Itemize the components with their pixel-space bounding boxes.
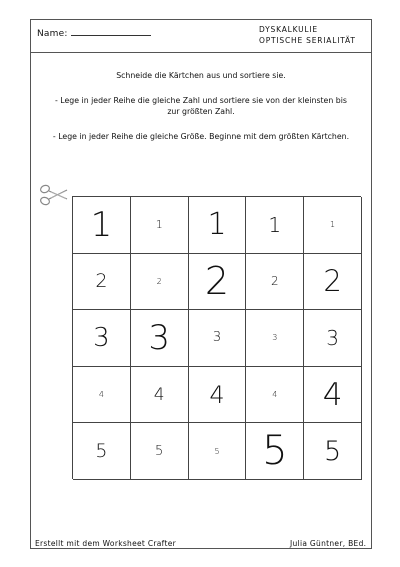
number-card: 4 — [304, 367, 362, 424]
number-card: 2 — [73, 254, 131, 311]
footer-credit: Erstellt mit dem Worksheet Crafter — [35, 539, 177, 548]
number-card: 2 — [246, 254, 304, 311]
number-card: 1 — [189, 197, 247, 254]
number-card: 1 — [304, 197, 362, 254]
number-card: 3 — [246, 310, 304, 367]
topic-line2: OPTISCHE SERIALITÄT — [259, 36, 356, 45]
instruction-line2: - Lege in jeder Reihe die gleiche Zahl und sortiere sie von der kleinsten bis — [55, 96, 347, 105]
name-label: Name: — [37, 29, 68, 39]
number-card: 5 — [246, 423, 304, 480]
topic-line1: DYSKALKULIE — [259, 25, 318, 34]
card-row — [73, 197, 362, 254]
number-card: 1 — [73, 197, 131, 254]
topic — [259, 24, 356, 46]
instruction-line4: - Lege in jeder Reihe die gleiche Größe. Beginne mit dem größten Kärtchen. — [52, 132, 350, 141]
instruction-line1: Schneide die Kärtchen aus und sortiere sie. — [116, 71, 286, 80]
card-grid — [72, 196, 361, 479]
card-row — [73, 367, 362, 424]
number-card: 1 — [246, 197, 304, 254]
number-card: 3 — [131, 310, 189, 367]
footer-author: Julia Güntner, BEd. — [290, 539, 367, 548]
number-card: 3 — [304, 310, 362, 367]
number-card: 2 — [304, 254, 362, 311]
number-card: 4 — [131, 367, 189, 424]
worksheet — [30, 19, 372, 549]
card-row — [73, 310, 362, 367]
number-card: 2 — [131, 254, 189, 311]
card-row — [73, 423, 362, 480]
number-card: 5 — [304, 423, 362, 480]
instruction-line3: zur größten Zahl. — [167, 107, 235, 116]
number-card: 3 — [189, 310, 247, 367]
name-field — [37, 28, 151, 39]
header — [31, 20, 371, 53]
number-card: 1 — [131, 197, 189, 254]
name-line — [71, 28, 151, 36]
number-card: 4 — [189, 367, 247, 424]
number-card: 5 — [189, 423, 247, 480]
card-row — [73, 254, 362, 311]
scissors-icon — [39, 183, 69, 207]
number-card: 4 — [246, 367, 304, 424]
number-card: 2 — [189, 254, 247, 311]
number-card: 3 — [73, 310, 131, 367]
number-card: 4 — [73, 367, 131, 424]
number-card: 5 — [131, 423, 189, 480]
number-card: 5 — [73, 423, 131, 480]
